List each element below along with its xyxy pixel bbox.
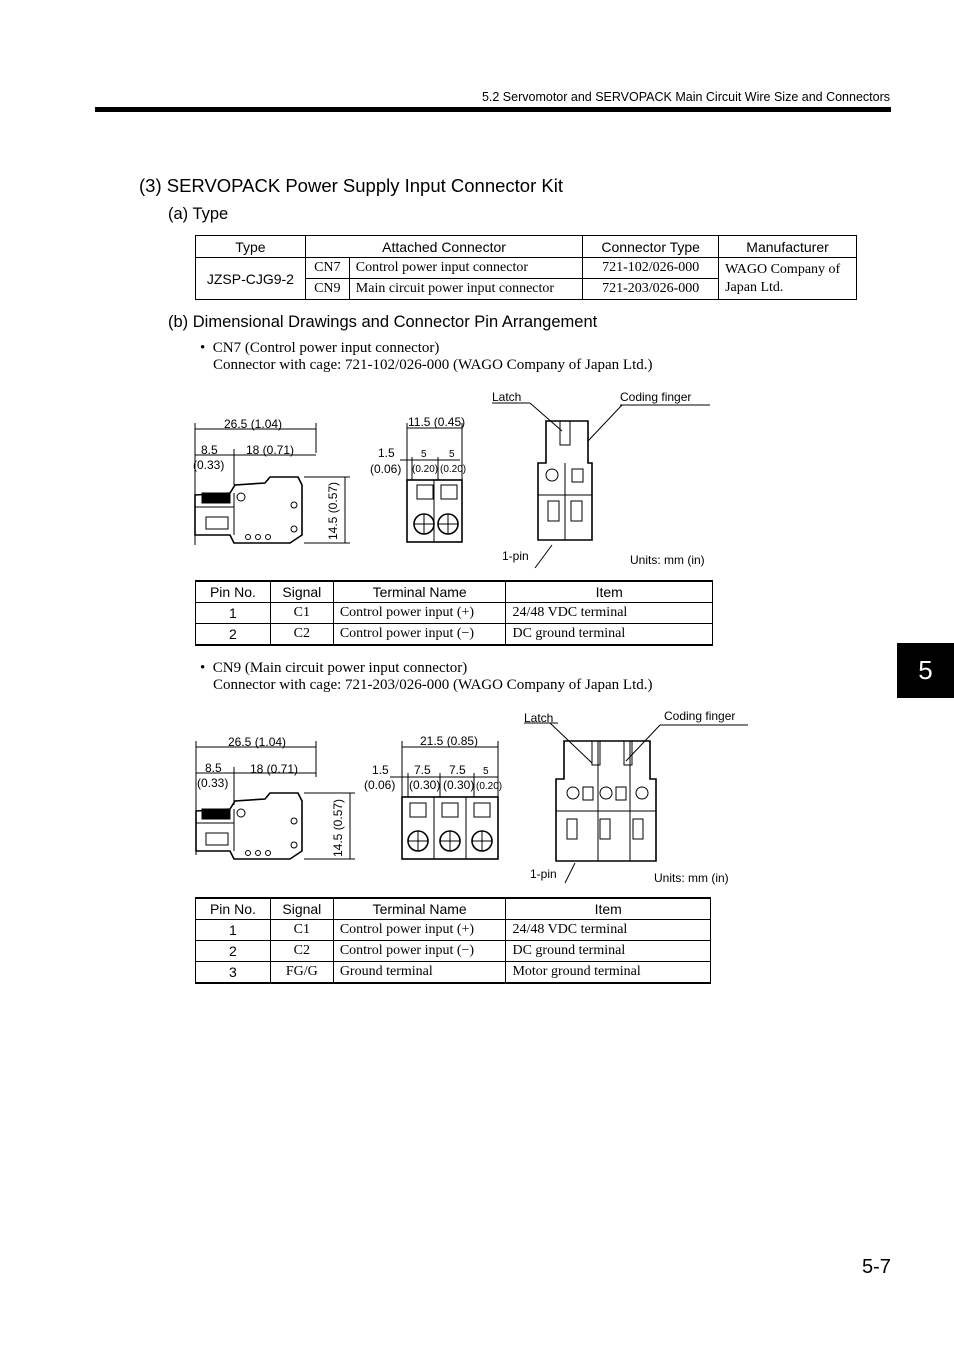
cn7-dim-b: 18 (0.71) xyxy=(246,443,295,457)
cn9-dim-width: 21.5 (0.85) xyxy=(420,734,479,748)
cn7-pin-table xyxy=(195,580,713,646)
cn7-dim-a: 8.5 xyxy=(201,443,218,457)
cn9-dim-b: 18 (0.71) xyxy=(250,762,299,776)
pin-table-header: Item xyxy=(506,898,711,920)
pin-number: 3 xyxy=(196,962,271,984)
cn9-dim-a: 8.5 xyxy=(205,761,222,775)
table-row xyxy=(196,941,711,962)
cn7-bullet xyxy=(200,340,653,374)
pin-item: 24/48 VDC terminal xyxy=(506,603,713,624)
pin-table-header: Item xyxy=(506,581,713,603)
connector-name: Main circuit power input connector xyxy=(349,279,582,300)
subsection-a-title: (a) Type xyxy=(168,205,229,223)
cn9-title: CN9 (Main circuit power input connector) xyxy=(212,660,468,676)
type-table xyxy=(195,235,857,300)
pin-signal: C2 xyxy=(270,941,333,962)
pin-item: Motor ground terminal xyxy=(506,962,711,984)
pin-signal: C2 xyxy=(270,624,333,646)
type-cell: JZSP-CJG9-2 xyxy=(196,258,306,300)
pin-terminal: Control power input (−) xyxy=(333,624,506,646)
cn9-dim-p2: 7.5 xyxy=(449,763,466,777)
type-table-header: Connector Type xyxy=(583,236,719,258)
cn7-coding-label: Coding finger xyxy=(620,390,692,404)
cn9-dim-p1: 7.5 xyxy=(414,763,431,777)
table-row xyxy=(196,624,713,646)
cn9-pin-label: 1-pin xyxy=(530,867,557,881)
cn7-dim-edge: 1.5 xyxy=(378,446,395,460)
pin-terminal: Control power input (+) xyxy=(333,920,506,941)
cn7-description: Connector with cage: 721-102/026-000 (WAGO Company of Japan Ltd.) xyxy=(213,357,653,373)
subsection-b-title: (b) Dimensional Drawings and Connector Pin Arrangement xyxy=(168,313,598,331)
cn9-dim-a-in: (0.33) xyxy=(197,776,229,790)
pin-number: 1 xyxy=(196,920,271,941)
pin-table-header: Pin No. xyxy=(196,581,271,603)
bullet-mark: • xyxy=(200,660,206,676)
pin-signal: C1 xyxy=(270,920,333,941)
table-row xyxy=(196,920,711,941)
cn9-dim-edge: 1.5 xyxy=(372,763,389,777)
cn9-pin-table xyxy=(195,897,711,984)
cn7-dim-p1-in: (0.20) xyxy=(412,464,439,475)
pin-number: 2 xyxy=(196,624,271,646)
pin-signal: C1 xyxy=(270,603,333,624)
cn7-drawing xyxy=(190,385,730,575)
pin-signal: FG/G xyxy=(270,962,333,984)
running-header: 5.2 Servomotor and SERVOPACK Main Circuit Wire Size and Connectors xyxy=(481,90,890,104)
pin-table-header: Pin No. xyxy=(196,898,271,920)
cn7-dim-p2-in: (0.20) xyxy=(440,464,467,475)
pin-item: DC ground terminal xyxy=(506,624,713,646)
chapter-tab: 5 xyxy=(897,643,954,698)
cn7-dim-a-in: (0.33) xyxy=(193,458,225,472)
connector-code: CN7 xyxy=(305,258,349,279)
cn9-units: Units: mm (in) xyxy=(654,871,729,885)
connector-type: 721-102/026-000 xyxy=(583,258,719,279)
cn7-pin-label: 1-pin xyxy=(502,549,529,563)
type-table-header: Type xyxy=(196,236,306,258)
cn7-dim-width: 11.5 (0.45) xyxy=(408,415,466,429)
cn7-dim-overall: 26.5 (1.04) xyxy=(224,417,283,431)
pin-terminal: Control power input (+) xyxy=(333,603,506,624)
cn7-dim-p2: 5 xyxy=(449,449,455,460)
cn9-dim-p1-in: (0.30) xyxy=(409,778,441,792)
cn7-units: Units: mm (in) xyxy=(630,553,705,567)
pin-table-header: Terminal Name xyxy=(333,898,506,920)
pin-number: 2 xyxy=(196,941,271,962)
connector-name: Control power input connector xyxy=(349,258,582,279)
section-title: (3) SERVOPACK Power Supply Input Connector Kit xyxy=(139,175,563,196)
pin-item: 24/48 VDC terminal xyxy=(506,920,711,941)
cn7-dim-height: 14.5 (0.57) xyxy=(326,481,340,540)
table-row xyxy=(196,603,713,624)
cn7-latch-label: Latch xyxy=(492,390,522,404)
cn9-drawing xyxy=(190,705,750,890)
cn9-dim-p3-in: (0.20) xyxy=(476,781,503,792)
cn9-latch-label: Latch xyxy=(524,711,554,725)
pin-terminal: Control power input (−) xyxy=(333,941,506,962)
pin-terminal: Ground terminal xyxy=(333,962,506,984)
cn9-dim-p3: 5 xyxy=(483,766,489,777)
cn9-coding-label: Coding finger xyxy=(664,709,736,723)
cn9-dim-height: 14.5 (0.57) xyxy=(331,798,345,857)
pin-table-header: Terminal Name xyxy=(333,581,506,603)
bullet-mark: • xyxy=(200,340,206,356)
type-table-header: Attached Connector xyxy=(305,236,582,258)
pin-table-header: Signal xyxy=(270,898,333,920)
page-number: 5-7 xyxy=(862,1256,891,1278)
cn7-title: CN7 (Control power input connector) xyxy=(212,340,440,356)
cn9-bullet xyxy=(200,660,653,694)
cn7-dim-edge-in: (0.06) xyxy=(370,462,402,476)
cn9-dim-p2-in: (0.30) xyxy=(443,778,475,792)
cn9-dim-overall: 26.5 (1.04) xyxy=(228,735,287,749)
pin-number: 1 xyxy=(196,603,271,624)
manufacturer-cell: WAGO Company of Japan Ltd. xyxy=(719,258,857,300)
connector-code: CN9 xyxy=(305,279,349,300)
type-table-header: Manufacturer xyxy=(719,236,857,258)
header-rule xyxy=(95,107,891,112)
cn9-dim-edge-in: (0.06) xyxy=(364,778,396,792)
pin-item: DC ground terminal xyxy=(506,941,711,962)
cn7-dim-p1: 5 xyxy=(421,449,427,460)
pin-table-header: Signal xyxy=(270,581,333,603)
table-row xyxy=(196,962,711,984)
connector-type: 721-203/026-000 xyxy=(583,279,719,300)
cn9-description: Connector with cage: 721-203/026-000 (WAGO Company of Japan Ltd.) xyxy=(213,677,653,693)
